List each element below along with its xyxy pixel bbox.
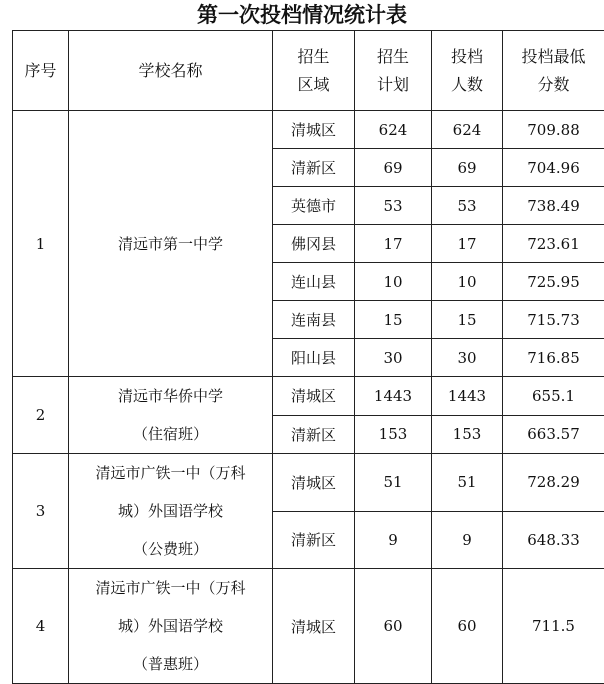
header-admitted-line: 人数 (432, 71, 502, 99)
header-region-line: 区域 (273, 71, 354, 99)
min-score-cell: 655.1 (503, 377, 604, 416)
plan-cell: 53 (355, 187, 432, 225)
admitted-cell: 51 (432, 454, 503, 512)
plan-cell: 51 (355, 454, 432, 512)
plan-cell: 60 (355, 569, 432, 684)
table-header-row (13, 31, 604, 111)
school-name-line: （住宿班） (69, 415, 272, 453)
admitted-cell: 15 (432, 301, 503, 339)
school-name-line: 清远市广铁一中（万科 (69, 569, 272, 607)
school-name-line: 城）外国语学校 (69, 607, 272, 645)
school-name-cell (69, 111, 273, 377)
plan-cell: 30 (355, 339, 432, 377)
header-plan (355, 31, 432, 111)
min-score-cell: 704.96 (503, 149, 604, 187)
min-score-cell: 663.57 (503, 415, 604, 454)
region-cell: 清新区 (273, 149, 355, 187)
header-region (273, 31, 355, 111)
seq-cell: 2 (13, 377, 69, 454)
min-score-cell: 725.95 (503, 263, 604, 301)
admitted-cell: 10 (432, 263, 503, 301)
header-seq: 序号 (13, 31, 69, 111)
min-score-cell: 711.5 (503, 569, 604, 684)
seq-cell: 1 (13, 111, 69, 377)
header-admitted (432, 31, 503, 111)
seq-cell: 3 (13, 454, 69, 569)
seq-cell: 4 (13, 569, 69, 684)
school-name-line: （普惠班） (69, 645, 272, 683)
plan-cell: 10 (355, 263, 432, 301)
school-name-line: 城）外国语学校 (69, 492, 272, 530)
admitted-cell: 9 (432, 511, 503, 569)
min-score-cell: 715.73 (503, 301, 604, 339)
plan-cell: 1443 (355, 377, 432, 416)
admitted-cell: 53 (432, 187, 503, 225)
header-region-line: 招生 (273, 43, 354, 71)
header-min-score-line: 分数 (503, 71, 604, 99)
region-cell: 清城区 (273, 569, 355, 684)
min-score-cell: 709.88 (503, 111, 604, 149)
plan-cell: 17 (355, 225, 432, 263)
plan-cell: 153 (355, 415, 432, 454)
admitted-cell: 17 (432, 225, 503, 263)
plan-cell: 9 (355, 511, 432, 569)
min-score-cell: 738.49 (503, 187, 604, 225)
admitted-cell: 624 (432, 111, 503, 149)
plan-cell: 69 (355, 149, 432, 187)
region-cell: 连南县 (273, 301, 355, 339)
table-body (13, 111, 604, 684)
min-score-cell: 723.61 (503, 225, 604, 263)
region-cell: 佛冈县 (273, 225, 355, 263)
school-name-line: 清远市第一中学 (69, 225, 272, 263)
region-cell: 清城区 (273, 454, 355, 512)
region-cell: 清新区 (273, 415, 355, 454)
min-score-cell: 728.29 (503, 454, 604, 512)
school-name-cell (69, 377, 273, 454)
school-name-line: （公费班） (69, 530, 272, 568)
region-cell: 阳山县 (273, 339, 355, 377)
admitted-cell: 69 (432, 149, 503, 187)
plan-cell: 15 (355, 301, 432, 339)
school-name-cell (69, 569, 273, 684)
table-row (13, 377, 604, 416)
min-score-cell: 648.33 (503, 511, 604, 569)
min-score-cell: 716.85 (503, 339, 604, 377)
table-row (13, 111, 604, 149)
admitted-cell: 1443 (432, 377, 503, 416)
page-title: 第一次投档情况统计表 (0, 0, 604, 30)
school-name-line: 清远市广铁一中（万科 (69, 454, 272, 492)
header-admitted-line: 投档 (432, 43, 502, 71)
admitted-cell: 60 (432, 569, 503, 684)
region-cell: 英德市 (273, 187, 355, 225)
plan-cell: 624 (355, 111, 432, 149)
region-cell: 连山县 (273, 263, 355, 301)
header-plan-line: 计划 (355, 71, 431, 99)
admitted-cell: 153 (432, 415, 503, 454)
header-min-score-line: 投档最低 (503, 43, 604, 71)
table-row (13, 454, 604, 512)
region-cell: 清城区 (273, 377, 355, 416)
header-min-score (503, 31, 604, 111)
school-name-cell (69, 454, 273, 569)
header-school: 学校名称 (69, 31, 273, 111)
header-plan-line: 招生 (355, 43, 431, 71)
school-name-line: 清远市华侨中学 (69, 377, 272, 415)
region-cell: 清新区 (273, 511, 355, 569)
table-row (13, 569, 604, 684)
region-cell: 清城区 (273, 111, 355, 149)
admission-table (12, 30, 604, 684)
admitted-cell: 30 (432, 339, 503, 377)
